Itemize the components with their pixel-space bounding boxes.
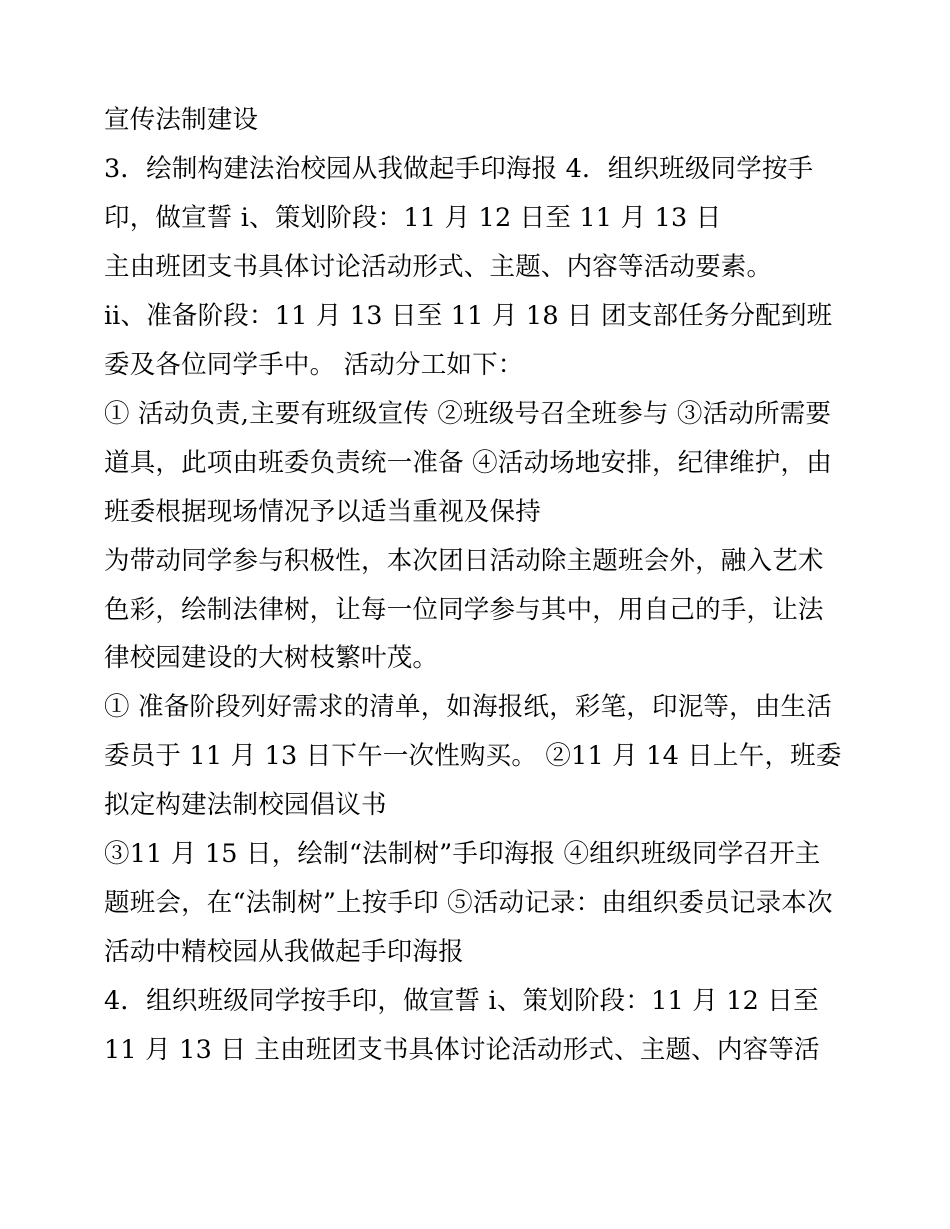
document-body xyxy=(104,96,846,1075)
paragraph: 为带动同学参与积极性，本次团日活动除主题班会外，融入艺术色彩，绘制法律树，让每一位同学参与其中，用自己的手，让法律校园建设的大树枝繁叶茂。 xyxy=(104,545,824,674)
paragraph: 4．组织班级同学按手印，做宣誓 ⅰ、策划阶段：11 月 12 日至 11 月 13 日 主由班团支书具体讨论活动形式、主题、内容等活 xyxy=(104,986,828,1066)
paragraph: ⅱ、准备阶段：11 月 13 日至 11 月 18 日 团支部任务分配到班委及各位同学手中。 活动分工如下： xyxy=(104,300,833,380)
paragraph: 3．绘制构建法治校园从我做起手印海报 4．组织班级同学按手印，做宣誓 ⅰ、策划阶段：11 月 12 日至 11 月 13 日 xyxy=(104,153,814,233)
paragraph: ③11 月 15 日，绘制“法制树”手印海报 ④组织班级同学召开主题班会，在“法制树”上按手印 ⑤活动记录：由组织委员记录本次活动中精校园从我做起手印海报 xyxy=(104,839,833,968)
paragraph: 宣传法制建设 xyxy=(104,105,259,135)
paragraph: ① 活动负责,主要有班级宣传 ②班级号召全班参与 ③活动所需要道具，此项由班委负责统一准备 ④活动场地安排，纪律维护，由班委根据现场情况予以适当重视及保持 xyxy=(104,398,832,527)
paragraph: ① 准备阶段列好需求的清单，如海报纸，彩笔，印泥等，由生活委员于 11 月 13 日下午一次性购买。 ②11 月 14 日上午，班委拟定构建法制校园倡议书 xyxy=(104,692,842,821)
paragraph: 主由班团支书具体讨论活动形式、主题、内容等活动要素。 xyxy=(104,251,773,282)
